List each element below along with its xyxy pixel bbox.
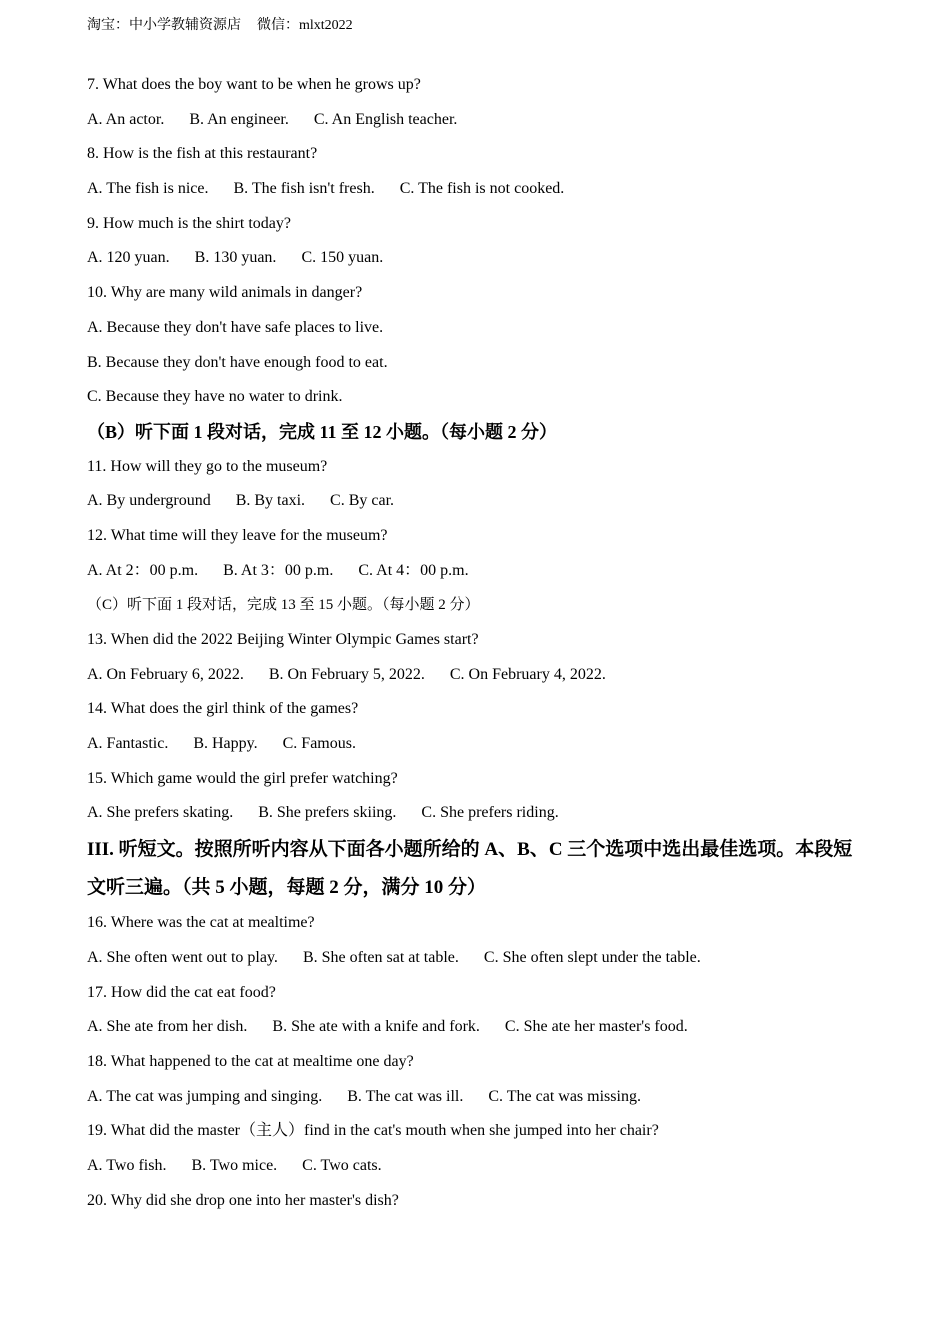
answer-option: B. Two mice. (191, 1156, 278, 1174)
answer-option: C. Two cats. (302, 1156, 382, 1174)
answer-options (87, 103, 867, 138)
answer-option: C. An English teacher. (313, 110, 458, 128)
answer-option: A. The fish is nice. (87, 180, 209, 198)
answer-options (87, 241, 867, 276)
answer-option: C. 150 yuan. (301, 249, 384, 267)
question-text: 12. What time will they leave for the museum? (87, 526, 388, 544)
answer-option: B. On February 5, 2022. (268, 665, 425, 683)
answer-option: B. The cat was ill. (347, 1087, 464, 1105)
question-text: 17. How did the cat eat food? (87, 983, 276, 1001)
answer-option: C. Famous. (282, 735, 356, 753)
page-header (87, 14, 353, 34)
section-heading: （C）听下面 1 段对话，完成 13 至 15 小题。（每小题 2 分） (87, 597, 480, 614)
question-text: 7. What does the boy want to be when he grows up? (87, 76, 421, 93)
question-text: 9. How much is the shirt today? (87, 214, 291, 232)
answer-option: C. She prefers riding. (421, 804, 559, 822)
answer-options (87, 941, 867, 976)
answer-option: B. By taxi. (235, 492, 306, 510)
answer-options (87, 658, 867, 693)
answer-options (87, 1080, 867, 1115)
answer-options (87, 796, 867, 831)
question-text: 16. Where was the cat at mealtime? (87, 914, 315, 932)
answer-option: B. She prefers skiing. (258, 804, 397, 822)
question-text: 15. Which game would the girl prefer watching? (87, 769, 398, 787)
answer-option: A. On February 6, 2022. (87, 665, 244, 683)
answer-option: A. 120 yuan. (87, 249, 170, 267)
answer-option: C. By car. (330, 492, 395, 510)
answer-options (87, 554, 867, 589)
question-text: 11. How will they go to the museum? (87, 457, 328, 475)
answer-options (87, 727, 867, 762)
answer-options (87, 172, 867, 207)
question-text: 14. What does the girl think of the games? (87, 700, 359, 718)
question-text: 10. Why are many wild animals in danger? (87, 284, 363, 302)
header-shop: 淘宝：中小学教辅资源店 (87, 18, 241, 33)
answer-options (87, 1149, 867, 1184)
header-wechat: 微信：mlxt2022 (257, 18, 353, 33)
question-text: 18. What happened to the cat at mealtime one day? (87, 1052, 414, 1070)
answer-option: A. She prefers skating. (87, 804, 234, 822)
answer-option: B. She often sat at table. (302, 948, 459, 966)
answer-option: C. She often slept under the table. (483, 948, 701, 966)
answer-option: A. An actor. (87, 110, 165, 128)
question-text: 13. When did the 2022 Beijing Winter Olympic Games start? (87, 631, 479, 648)
answer-option: B. 130 yuan. (194, 249, 277, 267)
answer-option: A. She often went out to play. (87, 948, 278, 966)
answer-option: B. The fish isn't fresh. (233, 180, 375, 198)
section-heading: （B）听下面 1 段对话，完成 11 至 12 小题。（每小题 2 分） (87, 421, 558, 442)
answer-option: A. At 2：00 p.m. (87, 561, 199, 579)
answer-option: A. By underground (87, 492, 211, 510)
answer-option: C. On February 4, 2022. (449, 665, 606, 683)
question-text: C. Because they have no water to drink. (87, 388, 343, 406)
answer-option: A. She ate from her dish. (87, 1018, 248, 1036)
answer-option: B. Happy. (193, 735, 258, 753)
answer-options (87, 1010, 867, 1045)
answer-option: C. At 4：00 p.m. (358, 561, 469, 579)
answer-options (87, 484, 867, 519)
answer-option: B. At 3：00 p.m. (223, 561, 334, 579)
answer-option: C. The fish is not cooked. (399, 180, 565, 198)
document-body (87, 68, 867, 1218)
answer-option: B. An engineer. (189, 110, 289, 128)
question-text: B. Because they don't have enough food to eat. (87, 353, 388, 371)
answer-option: C. The cat was missing. (488, 1087, 641, 1105)
answer-option: C. She ate her master's food. (504, 1018, 688, 1036)
answer-option: A. Fantastic. (87, 735, 169, 753)
question-text: 8. How is the fish at this restaurant? (87, 145, 318, 163)
question-text: 20. Why did she drop one into her master's dish? (87, 1191, 399, 1209)
section-heading: III. 听短文。按照所听内容从下面各小题所给的 A、B、C 三个选项中选出最佳选项。本段短文听三遍。（共 5 小题，每题 2 分，满分 10 分） (87, 839, 853, 898)
question-text: A. Because they don't have safe places to live. (87, 318, 384, 336)
answer-option: A. Two fish. (87, 1156, 167, 1174)
answer-option: A. The cat was jumping and singing. (87, 1087, 323, 1105)
question-text: 19. What did the master（主人）find in the cat's mouth when she jumped into her chair? (87, 1122, 659, 1140)
answer-option: B. She ate with a knife and fork. (272, 1018, 480, 1036)
